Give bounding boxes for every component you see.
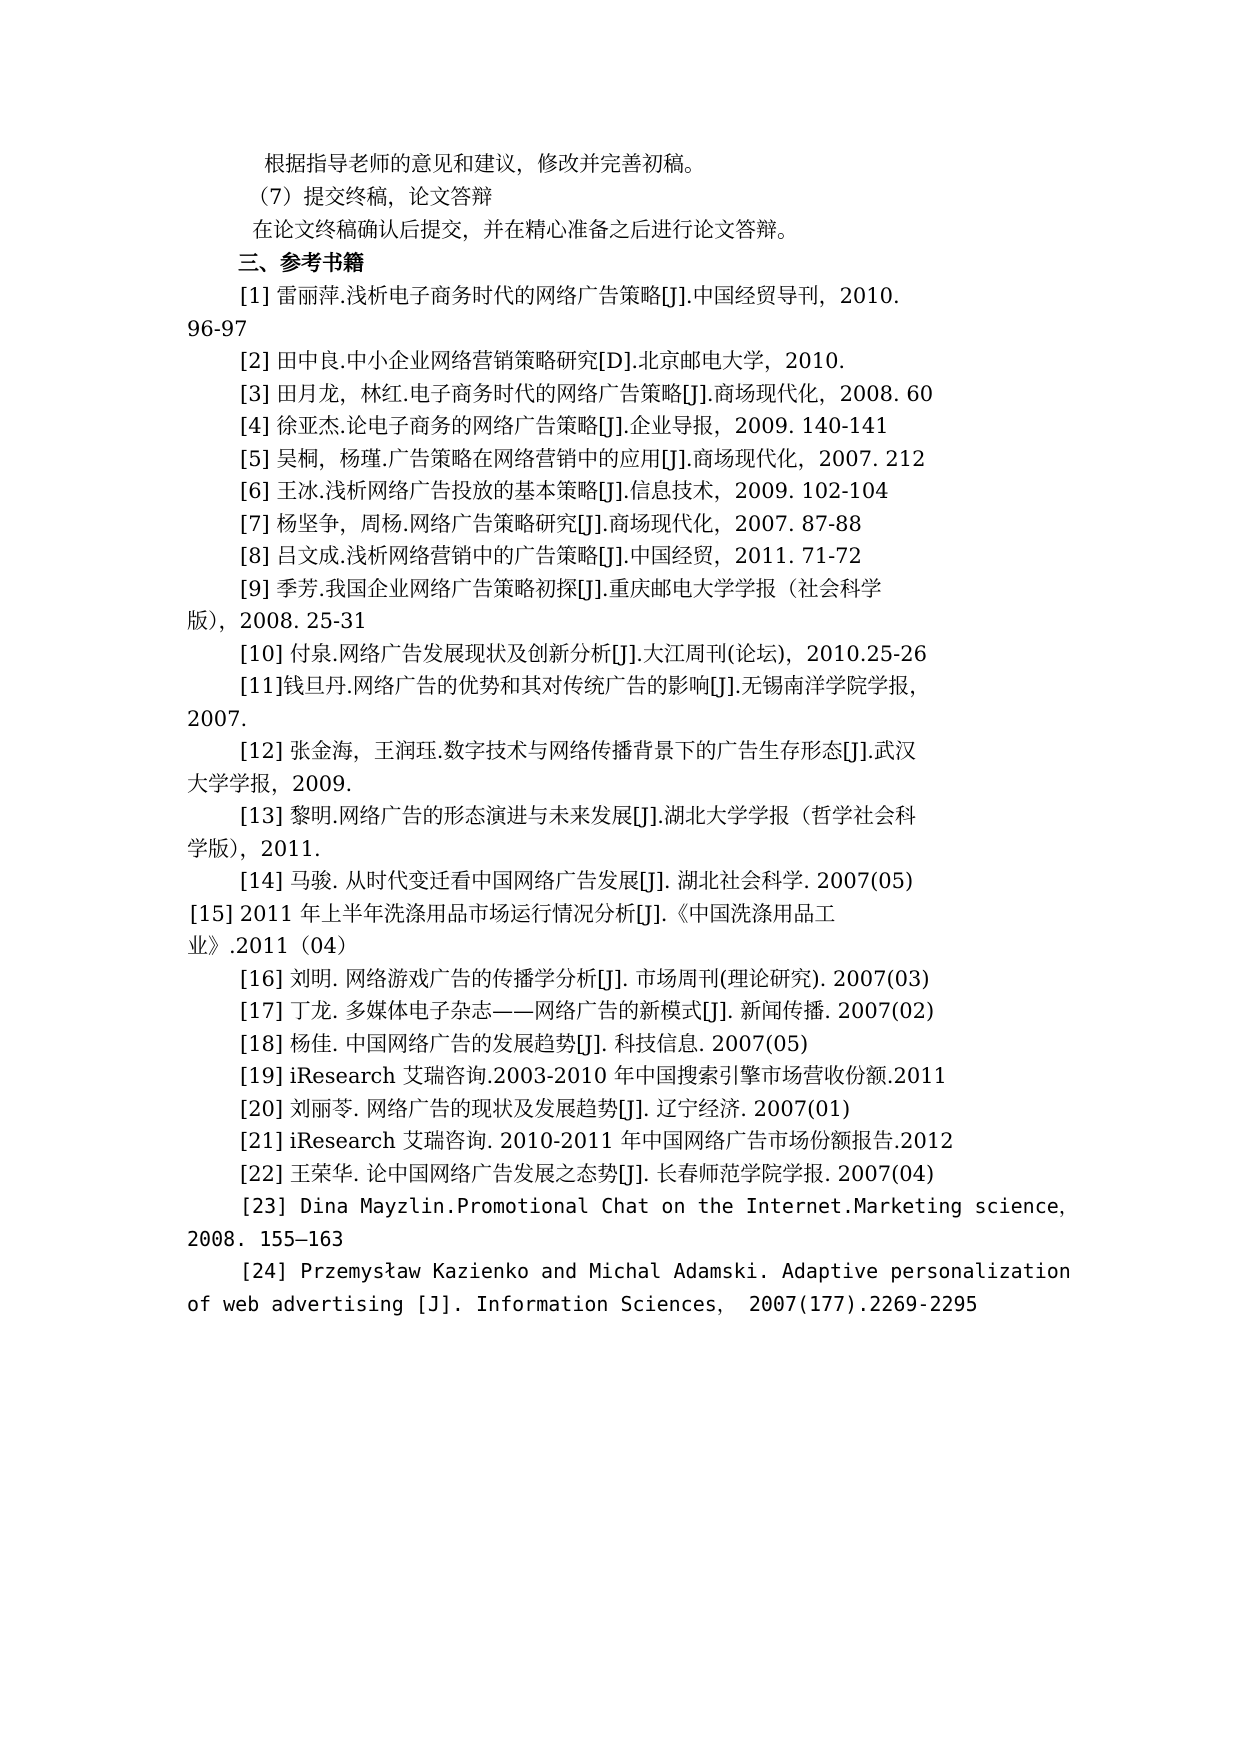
reference-line: [8] 吕文成.浅析网络营销中的广告策略[J].中国经贸，2011. 71-72 [240, 544, 862, 568]
reference-line: [15] 2011 年上半年洗涤用品市场运行情况分析[J].《中国洗涤用品工 [190, 901, 836, 926]
intro-line-submit: 在论文终稿确认后提交，并在精心准备之后进行论文答辩。 [252, 218, 798, 242]
reference-line-continued: of web advertising [J]. Information Sciences， 2007(177).2269-2295 [187, 1291, 978, 1316]
reference-line: [2] 田中良.中小企业网络营销策略研究[D].北京邮电大学，2010. [240, 349, 846, 373]
reference-line: [12] 张金海，王润珏.数字技术与网络传播背景下的广告生存形态[J].武汉 [240, 739, 916, 763]
reference-line: [3] 田月龙，林红.电子商务时代的网络广告策略[J].商场现代化，2008. 60 [240, 381, 934, 406]
reference-item [0, 735, 1241, 800]
reference-line: [1] 雷丽萍.浅析电子商务时代的网络广告策略[J].中国经贸导刊，2010. [240, 284, 900, 308]
reference-line: [4] 徐亚杰.论电子商务的网络广告策略[J].企业导报，2009. 140-141 [240, 414, 889, 438]
reference-line: [17] 丁龙. 多媒体电子杂志——网络广告的新模式[J]. 新闻传播. 2007(02) [240, 999, 935, 1023]
reference-item [0, 963, 1241, 996]
reference-item [0, 670, 1241, 735]
reference-item [0, 638, 1241, 671]
reference-line: [16] 刘明. 网络游戏广告的传播学分析[J]. 市场周刊(理论研究). 2007(03) [240, 966, 930, 991]
reference-line-continued: 大学学报，2009. [187, 771, 353, 796]
reference-item [0, 410, 1241, 443]
reference-line-continued: 版），2008. 25-31 [187, 609, 367, 633]
reference-item [0, 1158, 1241, 1191]
reference-item [0, 378, 1241, 411]
reference-item [0, 1255, 1241, 1320]
reference-line: [22] 王荣华. 论中国网络广告发展之态势[J]. 长春师范学院学报. 2007(04) [240, 1161, 935, 1186]
reference-list [0, 280, 1241, 1320]
intro-line-step7: （7）提交终稿，论文答辩 [248, 185, 493, 209]
reference-line: [21] iResearch 艾瑞咨询. 2010-2011 年中国网络广告市场份额报告.2012 [240, 1129, 954, 1153]
reference-item [0, 1125, 1241, 1158]
reference-line: [5] 吴桐，杨瑾.广告策略在网络营销中的应用[J].商场现代化，2007. 212 [240, 446, 926, 471]
reference-item [0, 800, 1241, 865]
reference-item [0, 995, 1241, 1028]
reference-line: [13] 黎明.网络广告的形态演进与未来发展[J].湖北大学学报（哲学社会科 [240, 804, 916, 828]
reference-item [0, 345, 1241, 378]
intro-line-revise: 根据指导老师的意见和建议，修改并完善初稿。 [264, 152, 705, 176]
reference-line: [9] 季芳.我国企业网络广告策略初探[J].重庆邮电大学学报（社会科学 [240, 576, 882, 601]
reference-line: [19] iResearch 艾瑞咨询.2003-2010 年中国搜索引擎市场营收份额.2011 [240, 1064, 947, 1088]
reference-item [0, 508, 1241, 541]
reference-line-continued: 2007. [187, 706, 248, 731]
reference-line: [11]钱旦丹.网络广告的优势和其对传统广告的影响[J].无锡南洋学院学报， [240, 674, 931, 698]
reference-item [0, 540, 1241, 573]
reference-line: [14] 马骏. 从时代变迁看中国网络广告发展[J]. 湖北社会科学. 2007(05) [240, 869, 914, 893]
intro-section [0, 148, 1241, 279]
reference-line: [20] 刘丽苓. 网络广告的现状及发展趋势[J]. 辽宁经济. 2007(01) [240, 1096, 851, 1121]
reference-item [0, 1060, 1241, 1093]
reference-item [0, 1190, 1241, 1255]
reference-item [0, 280, 1241, 345]
reference-line-continued: 业》.2011（04） [187, 934, 358, 958]
reference-item [0, 898, 1241, 963]
reference-item [0, 1093, 1241, 1126]
reference-item [0, 1028, 1241, 1061]
section-heading-references: 三、参考书籍 [238, 251, 364, 275]
reference-line: [23] Dina Mayzlin.Promotional Chat on the Internet.Marketing science， [240, 1194, 1079, 1218]
reference-line: [6] 王冰.浅析网络广告投放的基本策略[J].信息技术，2009. 102-104 [240, 479, 889, 503]
reference-line: [10] 付泉.网络广告发展现状及创新分析[J].大江周刊(论坛)，2010.25-26 [240, 641, 927, 666]
reference-line: [18] 杨佳. 中国网络广告的发展趋势[J]. 科技信息. 2007(05) [240, 1031, 809, 1056]
reference-item [0, 443, 1241, 476]
reference-line-continued: 学版），2011. [187, 836, 321, 861]
reference-item [0, 573, 1241, 638]
reference-line-continued: 2008. 155–163 [187, 1226, 344, 1251]
reference-line-continued: 96-97 [187, 316, 248, 341]
reference-item [0, 865, 1241, 898]
reference-line: [24] Przemysław Kazienko and Michal Adamski. Adaptive personalization [240, 1259, 1071, 1283]
reference-line: [7] 杨坚争，周杨.网络广告策略研究[J].商场现代化，2007. 87-88 [240, 511, 862, 536]
reference-item [0, 475, 1241, 508]
